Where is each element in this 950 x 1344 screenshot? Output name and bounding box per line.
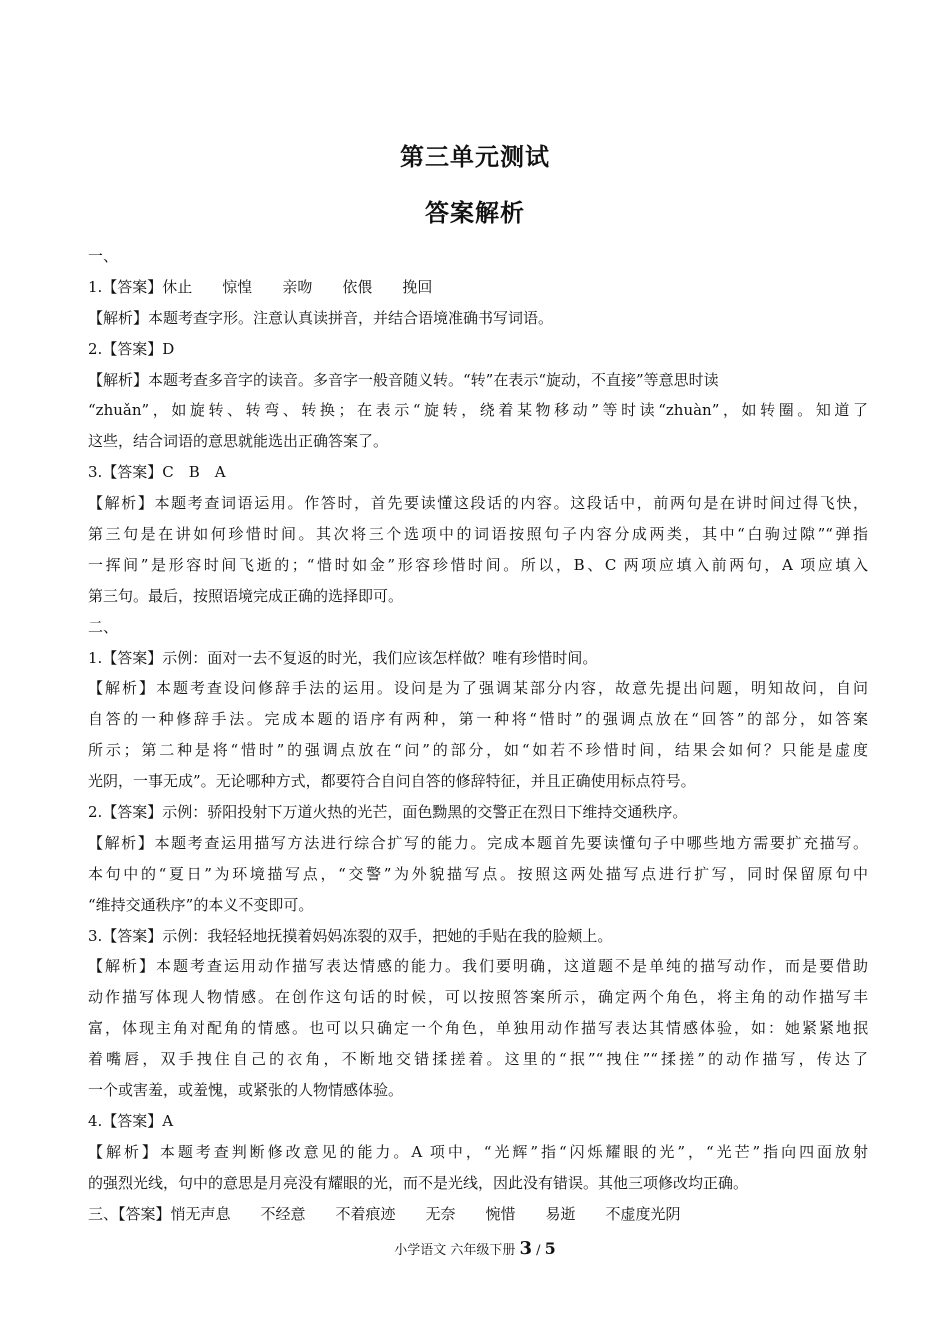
text-line: 【解析】本题考查多音字的读音。多音字一般音随义转。“转”在表示“旋动，不直接”等意思时读 bbox=[88, 370, 719, 389]
text-line: 一挥间”是形容时间飞逝的；“惜时如金”形容珍惜时间。所以，B、C 两项应填入前两句，A 项应填入 bbox=[88, 555, 868, 574]
text-line: 动作描写体现人物情感。在创作这句话的时候，可以按照答案所示，确定两个角色，将主角的动作描写丰 bbox=[88, 988, 868, 1007]
text-line: 光阴，一事无成”。无论哪种方式，都要符合自问自答的修辞特征，并且正确使用标点符号。 bbox=[88, 772, 696, 791]
text-line: 【解析】本题考查字形。注意认真读拼音，并结合语境准确书写词语。 bbox=[88, 308, 554, 327]
text-line: “zhuǎn”，如旋转、转弯、转换；在表示“旋转，绕着某物移动”等时读“zhuàn”，如转圈。知道了 bbox=[88, 401, 868, 420]
text-line: 第三句是在讲如何珍惜时间。其次将三个选项中的词语按照句子内容分成两类，其中“白驹过隙”“弹指 bbox=[88, 525, 868, 544]
text-line: 2.【答案】示例：骄阳投射下万道火热的光芒，面色黝黑的交警正在烈日下维持交通秩序。 bbox=[88, 803, 688, 822]
text-line: 的强烈光线，句中的意思是月亮没有耀眼的光，而不是光线，因此没有错误。其他三项修改均正确。 bbox=[88, 1173, 749, 1192]
page-separator: / bbox=[532, 1243, 545, 1258]
page-footer bbox=[0, 1238, 950, 1259]
text-line: 富，体现主角对配角的情感。也可以只确定一个角色，单独用动作描写表达其情感体验，如：她紧紧地抿 bbox=[88, 1019, 868, 1038]
text-line: 二、 bbox=[88, 617, 119, 636]
text-line: 2.【答案】D bbox=[88, 339, 175, 358]
page-number: 3 bbox=[519, 1238, 532, 1259]
text-line: 1.【答案】休止 惊惶 亲吻 依偎 挽回 bbox=[88, 277, 433, 296]
answer-content bbox=[88, 241, 868, 1230]
text-line: 【解析】本题考查判断修改意见的能力。A 项中，“光辉”指“闪烁耀眼的光”，“光芒”指向四面放射 bbox=[88, 1142, 868, 1161]
text-line: 自答的一种修辞手法。完成本题的语序有两种，第一种将“惜时”的强调点放在“回答”的部分，如答案 bbox=[88, 710, 868, 729]
page-subtitle: 答案解析 bbox=[425, 199, 525, 227]
text-line: 一个或害羞，或羞愧，或紧张的人物情感体验。 bbox=[88, 1081, 404, 1100]
text-line: 本句中的“夏日”为环境描写点，“交警”为外貌描写点。按照这两处描写点进行扩写，同时保留原句中 bbox=[88, 864, 868, 883]
footer-label: 小学语文 六年级下册 bbox=[394, 1243, 516, 1258]
text-line: 【解析】本题考查词语运用。作答时，首先要读懂这段话的内容。这段话中，前两句是在讲时间过得飞快， bbox=[88, 494, 868, 513]
text-line: 4.【答案】A bbox=[88, 1111, 174, 1130]
text-line: 3.【答案】示例：我轻轻地抚摸着妈妈冻裂的双手，把她的手贴在我的脸颊上。 bbox=[88, 926, 613, 945]
text-line: “维持交通秩序”的本义不变即可。 bbox=[88, 895, 314, 914]
text-line: 所示；第二种是将“惜时”的强调点放在“问”的部分，如“如若不珍惜时间，结果会如何？只能是虚度 bbox=[88, 741, 868, 760]
text-line: 3.【答案】C B A bbox=[88, 463, 226, 482]
text-line: 一、 bbox=[88, 247, 119, 265]
page-title: 第三单元测试 bbox=[400, 143, 550, 171]
text-line: 第三句。最后，按照语境完成正确的选择即可。 bbox=[88, 586, 404, 605]
text-line: 【解析】本题考查设问修辞手法的运用。设问是为了强调某部分内容，故意先提出问题，明知故问，自问 bbox=[88, 679, 868, 698]
page-total: 5 bbox=[544, 1239, 556, 1258]
text-line: 这些，结合词语的意思就能选出正确答案了。 bbox=[88, 432, 389, 451]
text-line: 【解析】本题考查运用描写方法进行综合扩写的能力。完成本题首先要读懂句子中哪些地方需要扩充描写。 bbox=[88, 833, 868, 852]
text-line: 着嘴唇，双手拽住自己的衣角，不断地交错揉搓着。这里的“抿”“拽住”“揉搓”的动作描写，传达了 bbox=[88, 1050, 868, 1069]
text-line: 三、【答案】悄无声息 不经意 不着痕迹 无奈 惋惜 易逝 不虚度光阴 bbox=[88, 1204, 681, 1223]
text-line: 【解析】本题考查运用动作描写表达情感的能力。我们要明确，这道题不是单纯的描写动作，而是要借助 bbox=[88, 957, 868, 976]
text-line: 1.【答案】示例：面对一去不复返的时光，我们应该怎样做？唯有珍惜时间。 bbox=[88, 648, 598, 667]
